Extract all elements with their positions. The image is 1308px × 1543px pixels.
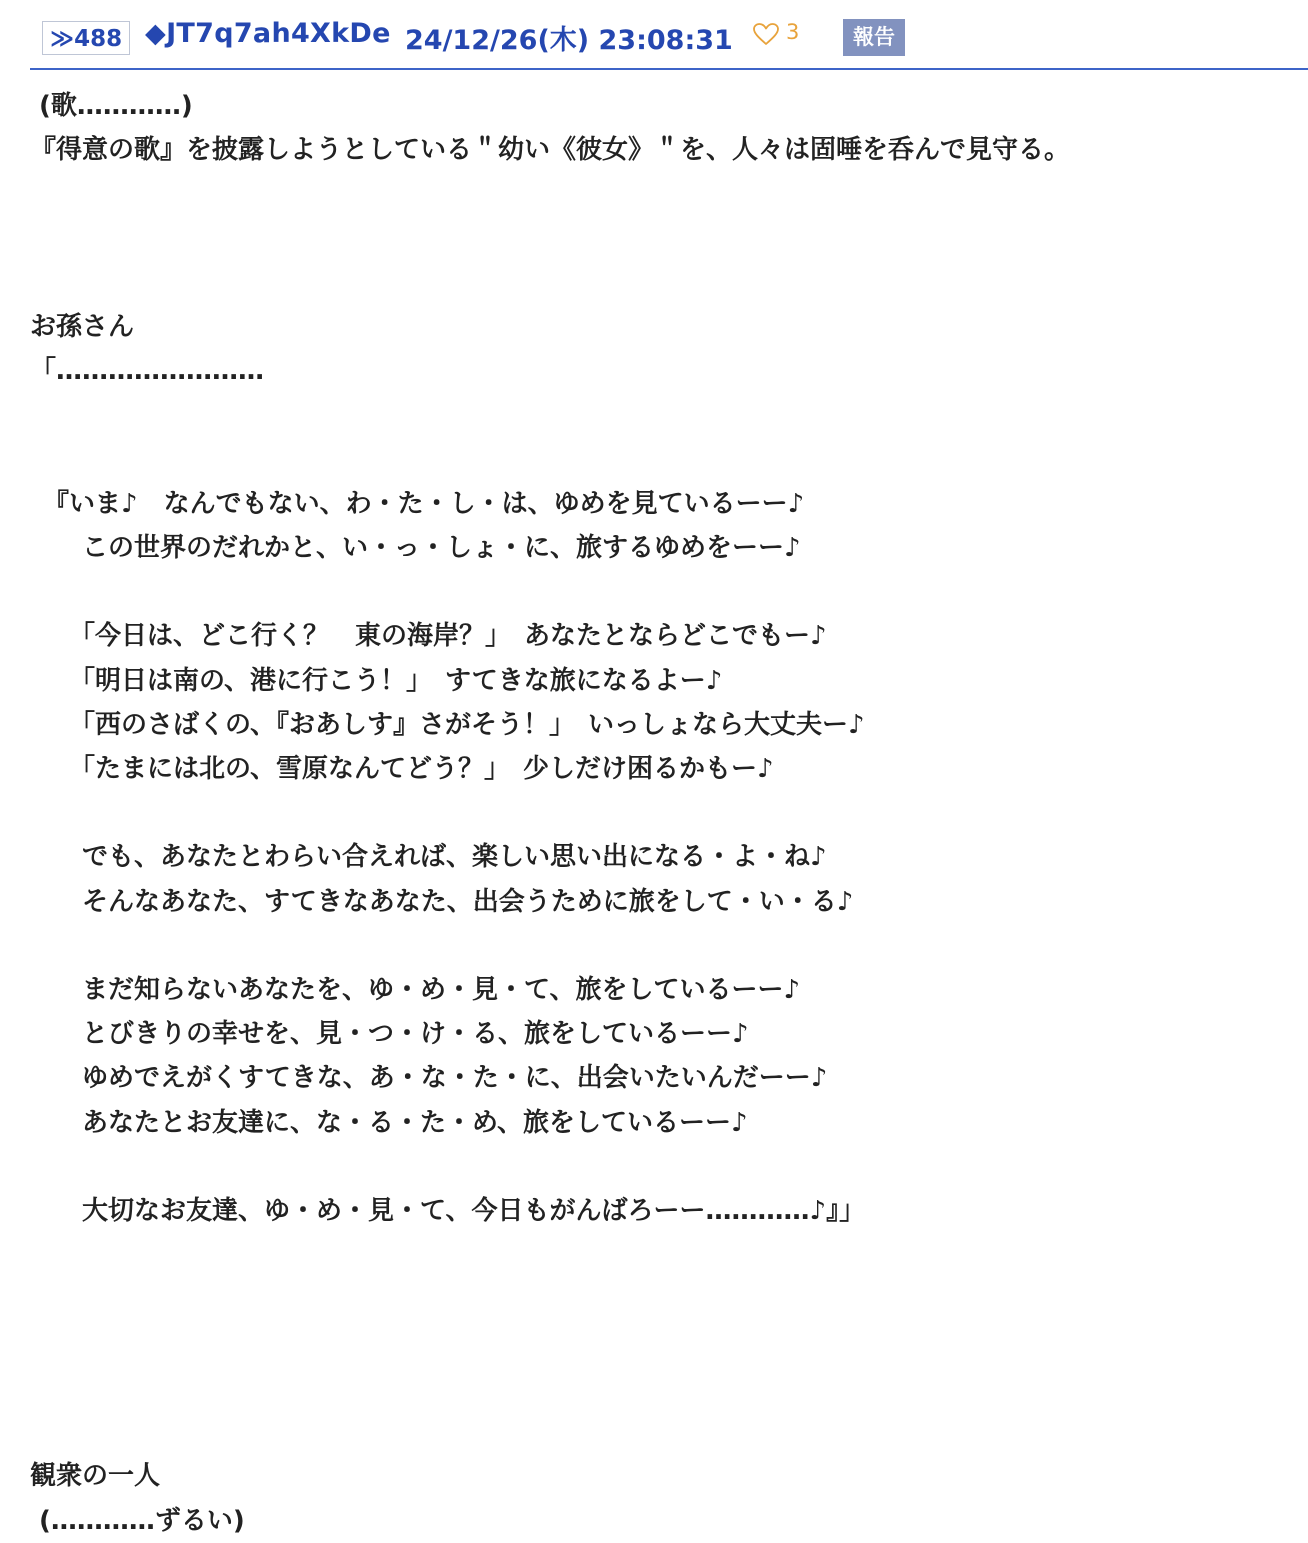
like-count: 3	[786, 20, 800, 44]
post-date: 24/12/26(木) 23:08:31	[405, 25, 733, 56]
post-header	[30, 0, 1308, 70]
report-button[interactable]: 報告	[843, 19, 905, 56]
post-body-text: (歌…………) 『得意の歌』を披露しようとしている＂幼い《彼女》＂を、人々は固唾を呑んで見守る。 お孫さん 「…………………… 『いま♪ なんでもない、わ・た・し・は、ゆめを見ているーー♪ この世界のだれかと、い・っ・しょ・に、旅するゆめをーー♪ 「今日は、どこ行く？ 東の海岸？」 あなたとならどこでもー♪ 「明日は南の、港に行こう！」 すてきな旅になるよー♪ 「西のさばくの、『おあしす』さがそう！」 いっしょなら大丈夫ー♪ 「たまには北の、雪原なんてどう？」 少しだけ困るかもー♪ でも、あなたとわらい合えれば、楽しい思い出になる・よ・ね♪ そんなあなた、すてきなあなた、出会うために旅をして・い・る♪ まだ知らないあなたを、ゆ・め・見・て、旅をしているーー♪ とびきりの幸せを、見・つ・け・る、旅をしているーー♪ ゆめでえがくすてきな、あ・な・た・に、出会いたいんだーー♪ あなたとお友達に、な・る・た・め、旅をしているーー♪ 大切なお友達、ゆ・め・見・て、今日もがんばろーー…………♪』」 観衆の一人 (…………ずるい)	[30, 91, 1071, 1536]
reply-number-link[interactable]: ≫488	[42, 21, 130, 55]
heart-outline-icon	[752, 22, 780, 46]
poster-id[interactable]: ◆JT7q7ah4XkDe	[145, 18, 391, 49]
